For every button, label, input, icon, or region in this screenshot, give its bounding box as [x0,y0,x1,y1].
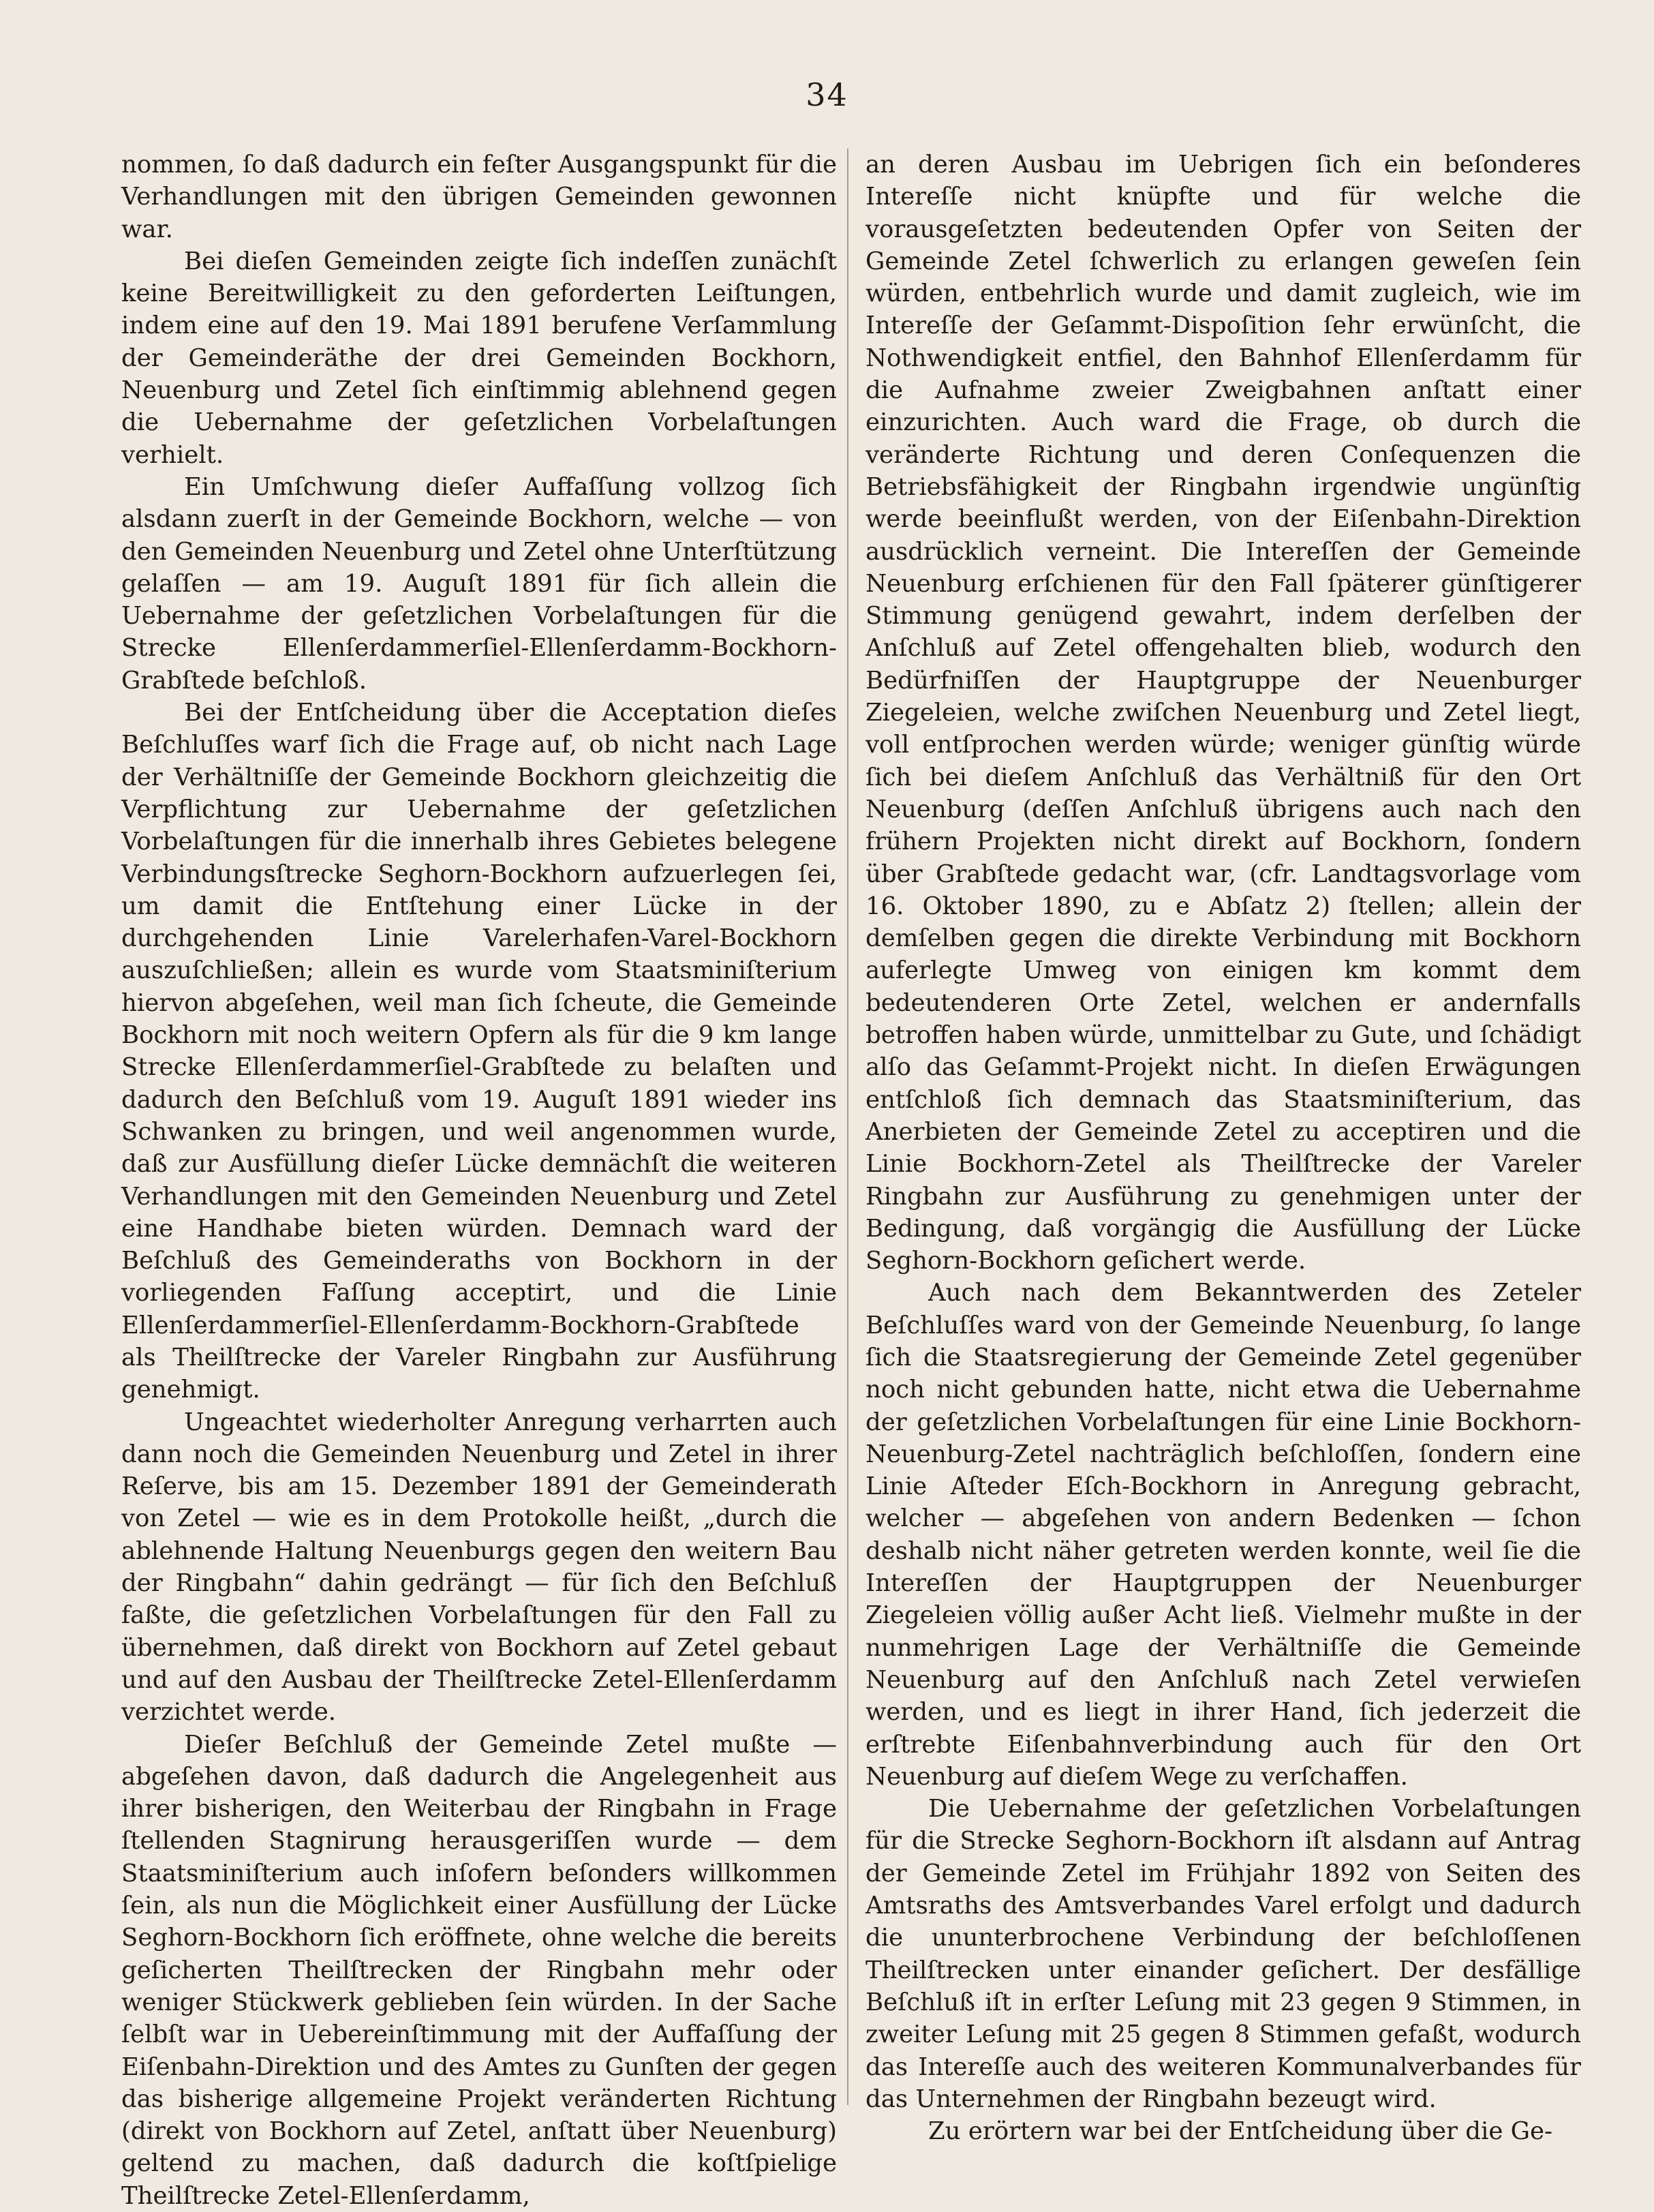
paragraph: Auch nach dem Bekanntwerden des Zeteler Beſchluſſes ward von der Gemeinde Neuenburg, ſo lange ſich die Staatsregierung der Gemeinde Zetel gegenüber noch nicht gebunden hatte, nicht etwa die Uebernahme der geſetzlichen Vorbelaſtungen für eine Linie Bockhorn-Neuenburg-Zetel nachträglich beſchloſſen, ſondern eine Linie Aſteder Eſch-Bockhorn in Anregung gebracht, welcher — abgeſehen von andern Bedenken — ſchon deshalb nicht näher getreten werden konnte, weil ſie die Intereſſen der Hauptgruppen der Neuenburger Ziegeleien völlig außer Acht ließ. Vielmehr mußte in der nunmehrigen Lage der Verhältniſſe die Gemeinde Neuenburg auf den Anſchluß nach Zetel verwieſen werden, und es liegt in ihrer Hand, ſich jederzeit die erſtrebte Eiſenbahnverbindung auch für den Ort Neuenburg auf dieſem Wege zu verſchaffen. [866,1279,1581,1791]
paragraph: nommen, ſo daß dadurch ein feſter Ausgangspunkt für die Verhandlungen mit den übrigen Gemeinden gewonnen war. [121,151,837,243]
page-number: 34 [806,76,848,113]
left-column [121,149,837,2212]
paragraph: Dieſer Beſchluß der Gemeinde Zetel mußte — abgeſehen davon, daß dadurch die Angelegenheit aus ihrer bisherigen, den Weiterbau der Ringbahn in Frage ſtellenden Stagnirung herausgeriſſen wurde — dem Staatsminiſterium auch inſofern beſonders willkommen ſein, als nun die Möglichkeit einer Ausfüllung der Lücke Seghorn-Bockhorn ſich eröffnete, ohne welche die bereits geſicherten Theilſtrecken der Ringbahn mehr oder weniger Stückwerk geblieben ſein würden. In der Sache ſelbſt war in Uebereinſtimmung mit der Auffaſſung der Eiſenbahn-Direktion und des Amtes zu Gunſten der gegen das bisherige allgemeine Projekt veränderten Richtung (direkt von Bockhorn auf Zetel, anſtatt über Neuenburg) geltend zu machen, daß dadurch die koſtſpielige Theilſtrecke Zetel-Ellenſerdamm, [121,1730,837,2210]
right-column [866,149,1581,2147]
paragraph: Zu erörtern war bei der Entſcheidung über die Ge- [928,2117,1553,2146]
column-divider [847,149,848,2105]
paragraph: Die Uebernahme der geſetzlichen Vorbelaſtungen für die Strecke Seghorn-Bockhorn iſt alsdann auf Antrag der Gemeinde Zetel im Frühjahr 1892 von Seiten des Amtsraths des Amtsverbandes Varel erfolgt und dadurch die ununterbrochene Verbindung der beſchloſſenen Theilſtrecken unter einander geſichert. Der desfällige Beſchluß iſt in erſter Leſung mit 23 gegen 9 Stimmen, in zweiter Leſung mit 25 gegen 8 Stimmen gefaßt, wodurch das Intereſſe auch des weiteren Kommunalverbandes für das Unternehmen der Ringbahn bezeugt wird. [866,1795,1581,2113]
paragraph: Ein Umſchwung dieſer Auffaſſung vollzog ſich alsdann zuerſt in der Gemeinde Bockhorn, welche — von den Gemeinden Neuenburg und Zetel ohne Unterſtützung gelaſſen — am 19. Auguſt 1891 für ſich allein die Uebernahme der geſetzlichen Vorbelaſtungen für die Strecke Ellenſerdammerſiel-Ellenſerdamm-Bockhorn-Grabſtede beſchloß. [121,472,837,695]
paragraph: an deren Ausbau im Uebrigen ſich ein beſonderes Intereſſe nicht knüpfte und für welche die vorausgeſetzten bedeutenden Opfer von Seiten der Gemeinde Zetel ſchwerlich zu erlangen geweſen ſein würden, entbehrlich wurde und damit zugleich, wie im Intereſſe der Geſammt-Dispoſition ſehr erwünſcht, die Nothwendigkeit entfiel, den Bahnhof Ellenſerdamm für die Aufnahme zweier Zweigbahnen anſtatt einer einzurichten. Auch ward die Frage, ob durch die veränderte Richtung und deren Conſequenzen die Betriebsfähigkeit der Ringbahn irgendwie ungünſtig werde beeinflußt werden, von der Eiſenbahn-Direktion ausdrücklich verneint. Die Intereſſen der Gemeinde Neuenburg erſchienen für den Fall ſpäterer günſtigerer Stimmung genügend gewahrt, indem derſelben der Anſchluß auf Zetel offengehalten blieb, wodurch den Bedürfniſſen der Hauptgruppe der Neuenburger Ziegeleien, welche zwiſchen Neuenburg und Zetel liegt, voll entſprochen werden würde; weniger günſtig würde ſich bei dieſem Anſchluß das Verhältniß für den Ort Neuenburg (deſſen Anſchluß übrigens auch nach den frühern Projekten nicht direkt auf Bockhorn, ſondern über Grabſtede gedacht war, (cfr. Landtagsvorlage vom 16. Oktober 1890, zu e Abſatz 2) ſtellen; allein der demſelben gegen die direkte Verbindung mit Bockhorn auferlegte Umweg von einigen km kommt dem bedeutenderen Orte Zetel, welchen er andernfalls betroffen haben würde, unmittelbar zu Gute, und ſchädigt alſo das Geſammt-Projekt nicht. In dieſen Erwägungen entſchloß ſich demnach das Staatsminiſterium, das Anerbieten der Gemeinde Zetel zu acceptiren und die Linie Bockhorn-Zetel als Theilſtrecke der Vareler Ringbahn zur Ausführung zu genehmigen unter der Bedingung, daß vorgängig die Ausfüllung der Lücke Seghorn-Bockhorn geſichert werde. [866,151,1581,1275]
paragraph: Bei der Entſcheidung über die Acceptation dieſes Beſchluſſes warf ſich die Frage auf, ob nicht nach Lage der Verhältniſſe der Gemeinde Bockhorn gleichzeitig die Verpflichtung zur Uebernahme der geſetzlichen Vorbelaſtungen für die innerhalb ihres Gebietes belegene Verbindungsſtrecke Seghorn-Bockhorn aufzuerlegen ſei, um damit die Entſtehung einer Lücke in der durchgehenden Linie Varelerhafen-Varel-Bockhorn auszuſchließen; allein es wurde vom Staatsminiſterium hiervon abgeſehen, weil man ſich ſcheute, die Gemeinde Bockhorn mit noch weitern Opfern als für die 9 km lange Strecke Ellenſerdammerſiel-Grabſtede zu belaſten und dadurch den Beſchluß vom 19. Auguſt 1891 wieder ins Schwanken zu bringen, und weil angenommen wurde, daß zur Ausfüllung dieſer Lücke demnächſt die weiteren Verhandlungen mit den Gemeinden Neuenburg und Zetel eine Handhabe bieten würden. Demnach ward der Beſchluß des Gemeinderaths von Bockhorn in der vorliegenden Faſſung acceptirt, und die Linie Ellenſerdammerſiel-Ellenſerdamm-Bockhorn-Grabſtede als Theilſtrecke der Vareler Ringbahn zur Ausführung genehmigt. [121,699,837,1404]
paragraph: Bei dieſen Gemeinden zeigte ſich indeſſen zunächſt keine Bereitwilligkeit zu den geforderten Leiſtungen, indem eine auf den 19. Mai 1891 berufene Verſammlung der Gemeinderäthe der drei Gemeinden Bockhorn, Neuenburg und Zetel ſich einſtimmig ablehnend gegen die Uebernahme der geſetzlichen Vorbelaſtungen verhielt. [121,247,837,469]
paragraph: Ungeachtet wiederholter Anregung verharrten auch dann noch die Gemeinden Neuenburg und Zetel in ihrer Reſerve, bis am 15. Dezember 1891 der Gemeinderath von Zetel — wie es in dem Protokolle heißt, „durch die ablehnende Haltung Neuenburgs gegen den weitern Bau der Ringbahn“ dahin gedrängt — für ſich den Beſchluß faßte, die geſetzlichen Vorbelaſtungen für den Fall zu übernehmen, daß direkt von Bockhorn auf Zetel gebaut und auf den Ausbau der Theilſtrecke Zetel-Ellenſerdamm verzichtet werde. [121,1408,837,1727]
